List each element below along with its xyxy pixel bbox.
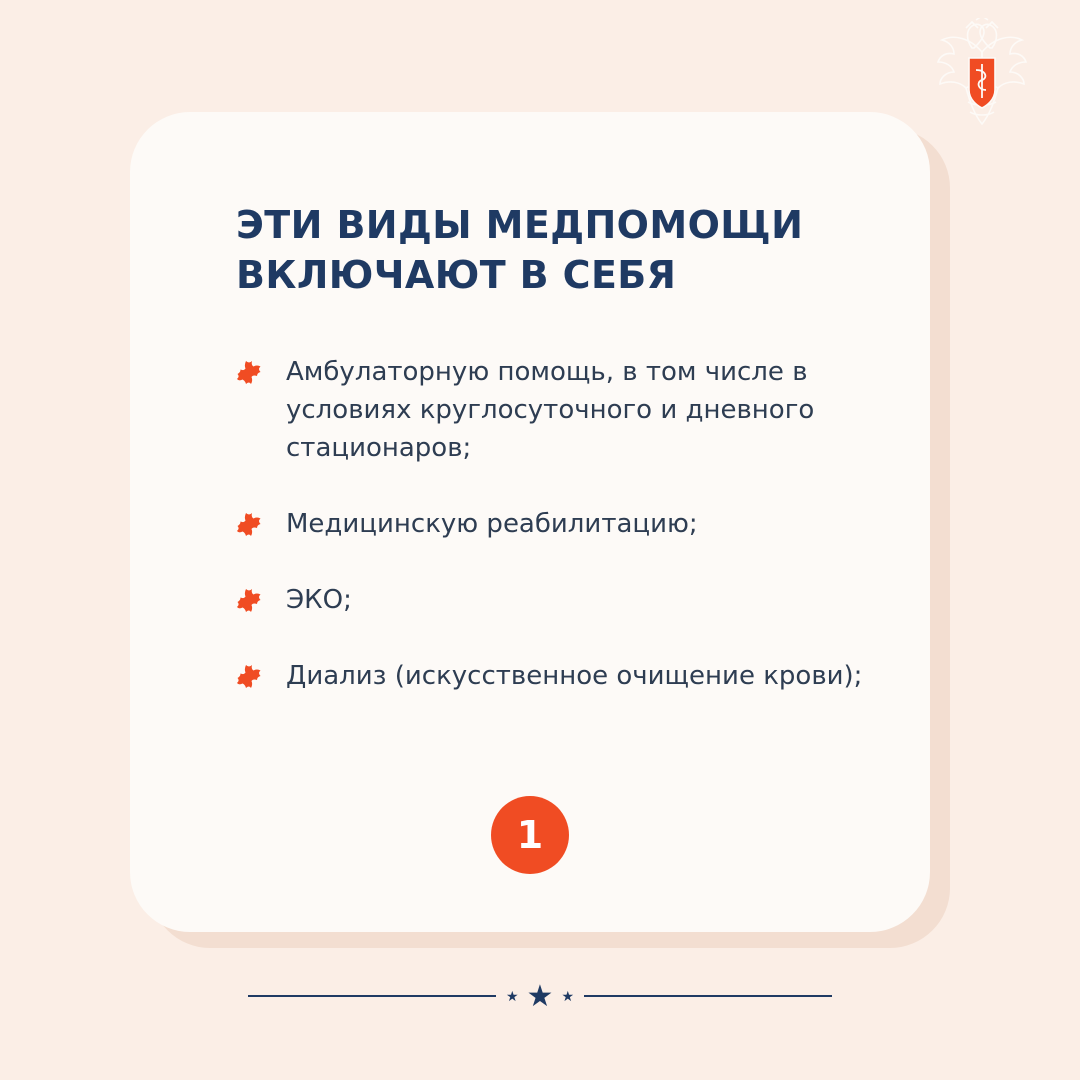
list-item-text: Медицинскую реабилитацию; (286, 509, 698, 540)
footer-divider (0, 976, 1080, 1016)
benefits-list (236, 354, 868, 696)
star-small-left-icon: ★ (506, 989, 519, 1005)
cross-icon (236, 588, 262, 614)
divider-line-right (584, 995, 832, 997)
list-item-text: Амбулаторную помощь, в том числе в условиях круглосуточного и дневного стационаров; (286, 357, 815, 464)
content-card (130, 112, 930, 932)
cross-icon (236, 664, 262, 690)
list-item (236, 582, 868, 620)
page-title: ЭТИ ВИДЫ МЕДПОМОЩИ ВКЛЮЧАЮТ В СЕБЯ (236, 203, 804, 298)
emblem (928, 18, 1036, 138)
star-icon: ★ (526, 979, 554, 1014)
list-item-text: Диализ (искусственное очищение крови); (286, 661, 863, 692)
list-item (236, 354, 868, 468)
list-item-text: ЭКО; (286, 585, 352, 616)
divider-line-left (248, 995, 496, 997)
cross-icon (236, 512, 262, 538)
list-item (236, 658, 868, 696)
cross-icon (236, 360, 262, 386)
star-small-right-icon: ★ (561, 989, 574, 1005)
list-item (236, 506, 868, 544)
slide-number-badge: 1 (491, 796, 569, 874)
